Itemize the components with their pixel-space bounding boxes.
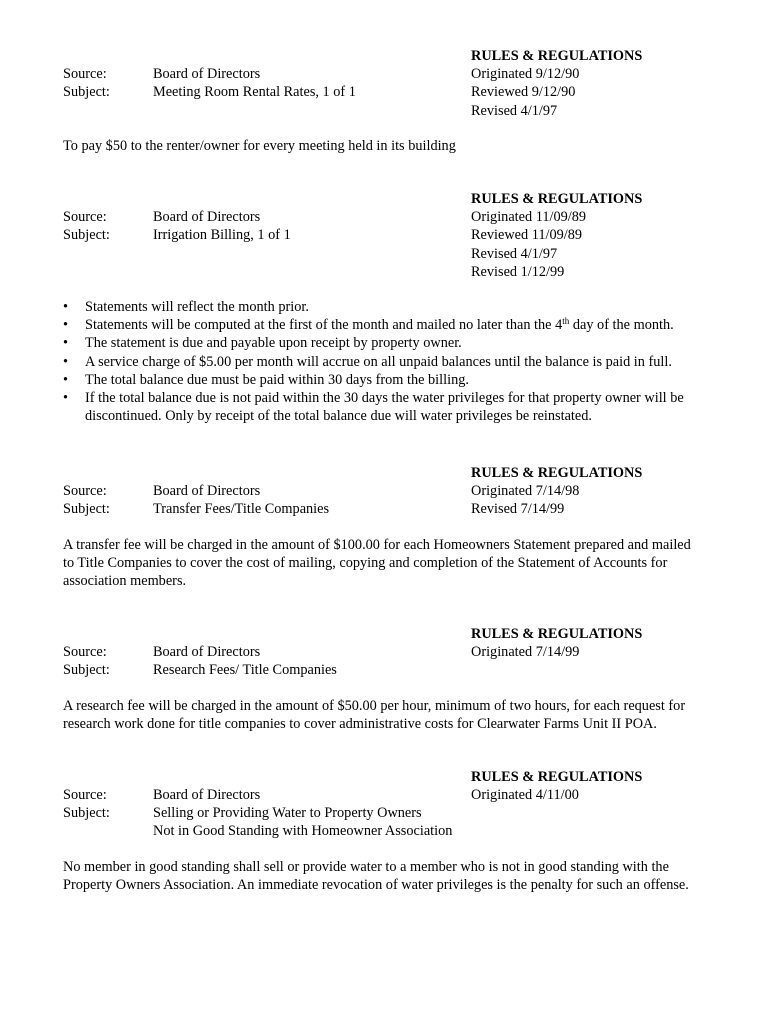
list-item	[63, 334, 733, 352]
rules-header	[471, 768, 642, 804]
rules-header	[471, 625, 642, 661]
list-item-text: Statements will reflect the month prior.	[85, 299, 309, 315]
source-value: Board of Directors	[153, 66, 261, 82]
bullet-icon: •	[63, 317, 69, 334]
rule-body	[63, 697, 733, 733]
subject-value: Irrigation Billing, 1 of 1	[153, 227, 291, 243]
rule-date: Originated 9/12/90	[471, 66, 580, 83]
rule-body-text: To pay $50 to the renter/owner for every meeting held in its building	[63, 138, 456, 154]
list-item	[63, 353, 733, 371]
rules-title: RULES & REGULATIONS	[471, 626, 643, 642]
subject-label: Subject:	[63, 84, 110, 100]
rule-date: Originated 4/11/00	[471, 787, 579, 804]
source-value: Board of Directors	[153, 483, 261, 499]
list-item	[63, 371, 733, 389]
rule-date: Originated 7/14/98	[471, 483, 580, 500]
subject-value: Transfer Fees/Title Companies	[153, 501, 330, 517]
rules-title: RULES & REGULATIONS	[471, 769, 643, 785]
list-item-text: If the total balance due is not paid within the 30 days the water privileges for that property owner will be discontinued. Only by receipt of the total balance due will water privileges be reinstated.	[85, 390, 684, 425]
rules-title: RULES & REGULATIONS	[471, 48, 643, 64]
source-label: Source:	[63, 787, 107, 803]
list-item	[63, 389, 733, 425]
rule-body	[63, 137, 728, 155]
rules-header	[471, 190, 642, 281]
rule-date: Revised 1/12/99	[471, 263, 565, 280]
rule-date: Revised 4/1/97	[471, 245, 558, 262]
subject-label: Subject:	[63, 227, 110, 243]
source-value: Board of Directors	[153, 787, 261, 803]
subject-label: Subject:	[63, 501, 110, 517]
subject-label: Subject:	[63, 805, 110, 821]
list-item-text: day of the month.	[569, 317, 674, 334]
list-item	[63, 298, 733, 316]
rule-body	[63, 858, 713, 894]
rule-date: Reviewed 9/12/90	[471, 84, 576, 101]
subject-label: Subject:	[63, 662, 110, 678]
list-item-text: Statements will be computed at the first of the month and mailed no later than the 4	[85, 317, 563, 334]
source-label: Source:	[63, 209, 107, 225]
bullet-icon: •	[63, 353, 69, 370]
rule-date: Originated 11/09/89	[471, 209, 587, 226]
bullet-icon: •	[63, 371, 69, 388]
subject-value: Meeting Room Rental Rates, 1 of 1	[153, 84, 356, 100]
rule-date: Originated 7/14/99	[471, 644, 580, 661]
bullet-icon: •	[63, 299, 69, 315]
list-item-text: The total balance due must be paid within 30 days from the billing.	[85, 371, 469, 388]
rule-date: Revised 4/1/97	[471, 102, 558, 119]
rule-bullet-list	[63, 298, 733, 425]
rules-title: RULES & REGULATIONS	[471, 465, 643, 481]
rule-date: Revised 7/14/99	[471, 501, 565, 518]
source-label: Source:	[63, 66, 107, 82]
rules-header	[471, 47, 642, 120]
subject-value: Selling or Providing Water to Property Owners	[153, 805, 422, 821]
bullet-icon: •	[63, 335, 69, 352]
subject-value-continued: Not in Good Standing with Homeowner Association	[153, 823, 453, 839]
list-item	[63, 316, 733, 334]
source-value: Board of Directors	[153, 644, 261, 660]
source-label: Source:	[63, 644, 107, 660]
rules-title: RULES & REGULATIONS	[471, 191, 643, 207]
bullet-icon: •	[63, 390, 69, 407]
list-item-text: A service charge of $5.00 per month will accrue on all unpaid balances until the balance is paid in full.	[85, 353, 672, 370]
rule-body-text: No member in good standing shall sell or provide water to a member who is not in good standing with the Property Owners Association. An immediate revocation of water privileges is the penalty for such an offense.	[63, 859, 689, 894]
rule-body-text: A transfer fee will be charged in the amount of $100.00 for each Homeowners Statement prepared and mailed to Title Companies to cover the cost of mailing, copying and completion of the Statement of Accounts for association members.	[63, 537, 691, 590]
source-value: Board of Directors	[153, 209, 261, 225]
source-label: Source:	[63, 483, 107, 499]
subject-value: Research Fees/ Title Companies	[153, 662, 337, 678]
list-item-text: The statement is due and payable upon receipt by property owner.	[85, 335, 462, 352]
rule-body-text: A research fee will be charged in the amount of $50.00 per hour, minimum of two hours, for each request for research work done for title companies to cover administrative costs for Clearwater Farms Unit II POA.	[63, 698, 686, 733]
rule-body	[63, 536, 703, 591]
rules-header	[471, 464, 642, 519]
rule-date: Reviewed 11/09/89	[471, 227, 583, 244]
ordinal-suffix: th	[562, 316, 570, 327]
